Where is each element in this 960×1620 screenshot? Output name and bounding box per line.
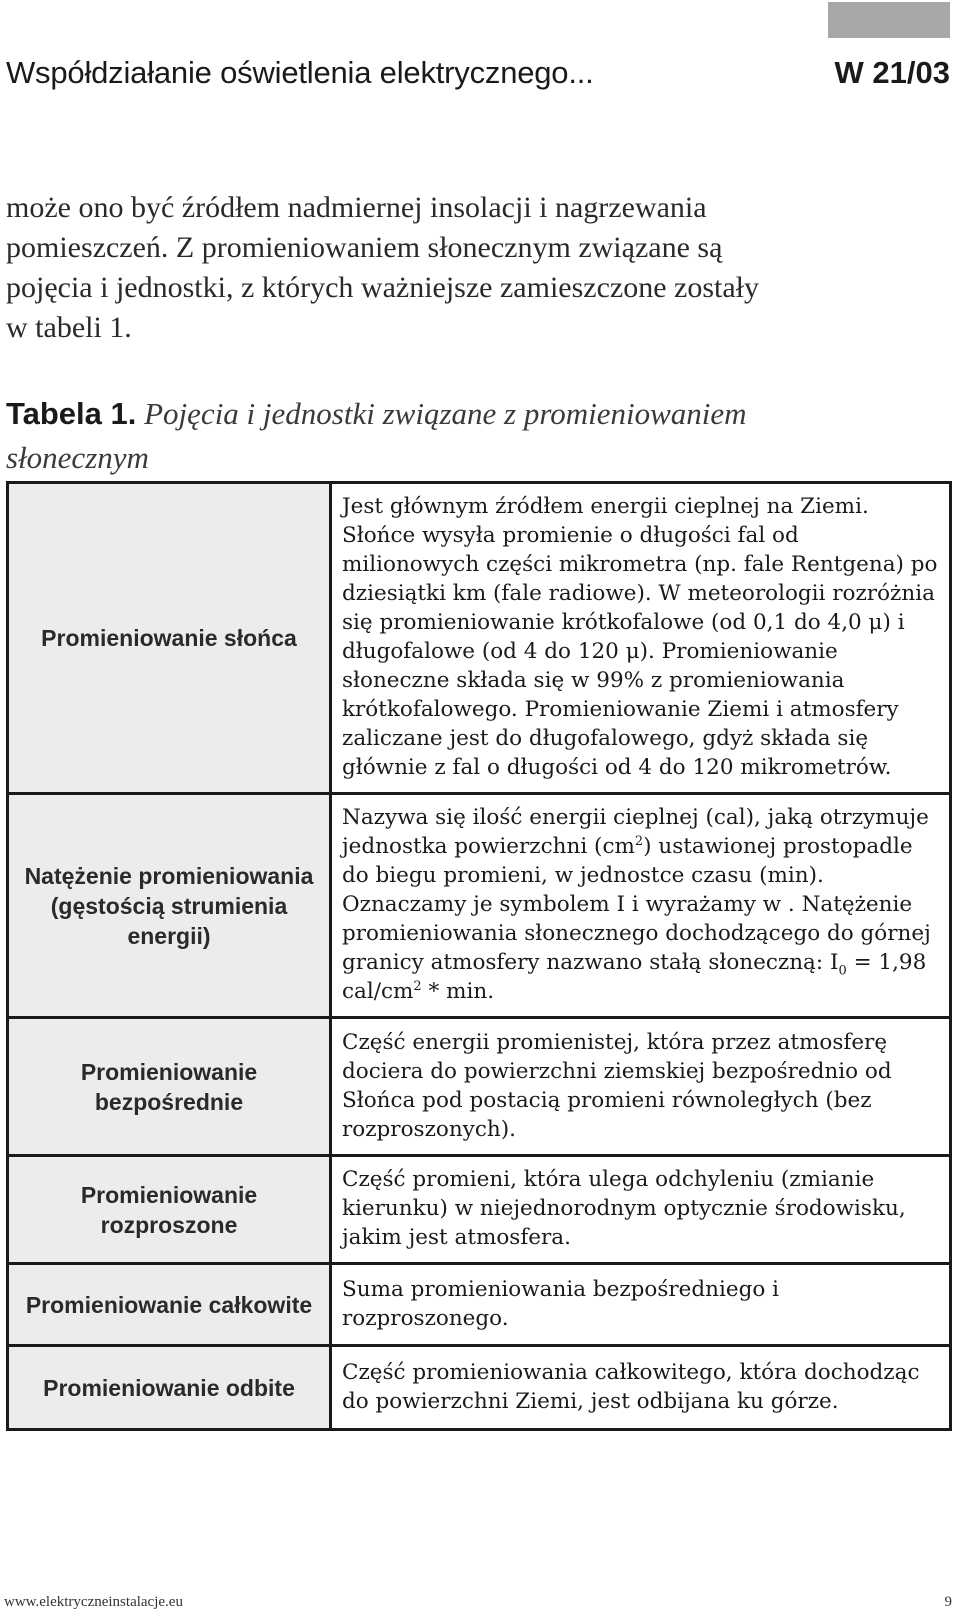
intro-paragraph: może ono być źródłem nadmiernej insolacji i nagrzewania pomieszczeń. Z promieniowaniem słonecznym związane są pojęcia i jednostki, z których ważniejsze zamieszczone zostały w tabeli 1. <box>6 191 760 344</box>
definition-text: = 1,98 cal/cm <box>342 950 927 1004</box>
page-number: 9 <box>944 1594 952 1610</box>
definition-cell <box>331 794 951 1018</box>
table-caption <box>6 392 786 480</box>
term-cell: Natężenie promieniowania (gęstością strumienia energii) <box>8 794 331 1018</box>
definition-cell: Część promieniowania całkowitego, która dochodząc do powierzchni Ziemi, jest odbijana ku górze. <box>331 1346 951 1430</box>
definition-cell: Część promieni, która ulega odchyleniu (zmianie kierunku) w niejednorodnym optycznie środowisku, jakim jest atmosfera. <box>331 1156 951 1264</box>
table-caption-label: Tabela 1. <box>6 396 137 431</box>
table-row <box>8 794 951 1018</box>
definition-text: * min. <box>421 979 495 1004</box>
term-cell: Promieniowanie bezpośrednie <box>8 1018 331 1156</box>
running-header-title: Współdziałanie oświetlenia elektrycznego... <box>6 55 594 90</box>
definition-cell: Suma promieniowania bezpośredniego i rozproszonego. <box>331 1264 951 1346</box>
table-row <box>8 483 951 794</box>
definition-cell: Część energii promienistej, która przez atmosferę dociera do powierzchni ziemskiej bezpośrednio od Słońca pod postacią promieni równoległych (bez rozproszonych). <box>331 1018 951 1156</box>
footer-url: www.elektryczneinstalacje.eu <box>4 1594 183 1610</box>
table-row <box>8 1018 951 1156</box>
table-caption-title: Pojęcia i jednostki związane z promieniowaniem słonecznym <box>6 396 747 475</box>
terms-table <box>6 481 952 1431</box>
term-cell: Promieniowanie całkowite <box>8 1264 331 1346</box>
definition-text: ) ustawionej prostopadle do biegu promieni, w jednostce czasu (min). Oznaczamy je symbolem I i wyrażamy w . Natężenie promieniowania słonecznego dochodzącego do górnej granicy atmosfery nazwano stałą słoneczną: I <box>342 834 931 975</box>
document-code: W 21/03 <box>834 55 950 90</box>
subscript: 0 <box>838 963 847 979</box>
table-row <box>8 1264 951 1346</box>
term-cell: Promieniowanie słońca <box>8 483 331 794</box>
section-tab-marker <box>828 2 950 38</box>
term-cell: Promieniowanie rozproszone <box>8 1156 331 1264</box>
definition-text: Nazywa się ilość energii cieplnej (cal), jaką otrzymuje jednostka powierzchni (cm <box>342 805 929 859</box>
superscript: 2 <box>413 978 422 994</box>
table-row <box>8 1156 951 1264</box>
superscript: 2 <box>634 833 644 849</box>
definition-cell: Jest głównym źródłem energii cieplnej na Ziemi. Słońce wysyła promienie o długości fal od milionowych części mikrometra (np. fale Rentgena) po dziesiątki km (fale radiowe). W meteorologii rozróżnia się promieniowanie krótkofalowe (od 0,1 do 4,0 μ) i długofalowe (od 4 do 120 μ). Promieniowanie słoneczne składa się w 99% z promieniowania krótkofalowego. Promieniowanie Ziemi i atmosfery zaliczane jest do długofalowego, gdyż składa się głównie z fal o długości od 4 do 120 mikrometrów. <box>331 483 951 794</box>
term-cell: Promieniowanie odbite <box>8 1346 331 1430</box>
table-row <box>8 1346 951 1430</box>
